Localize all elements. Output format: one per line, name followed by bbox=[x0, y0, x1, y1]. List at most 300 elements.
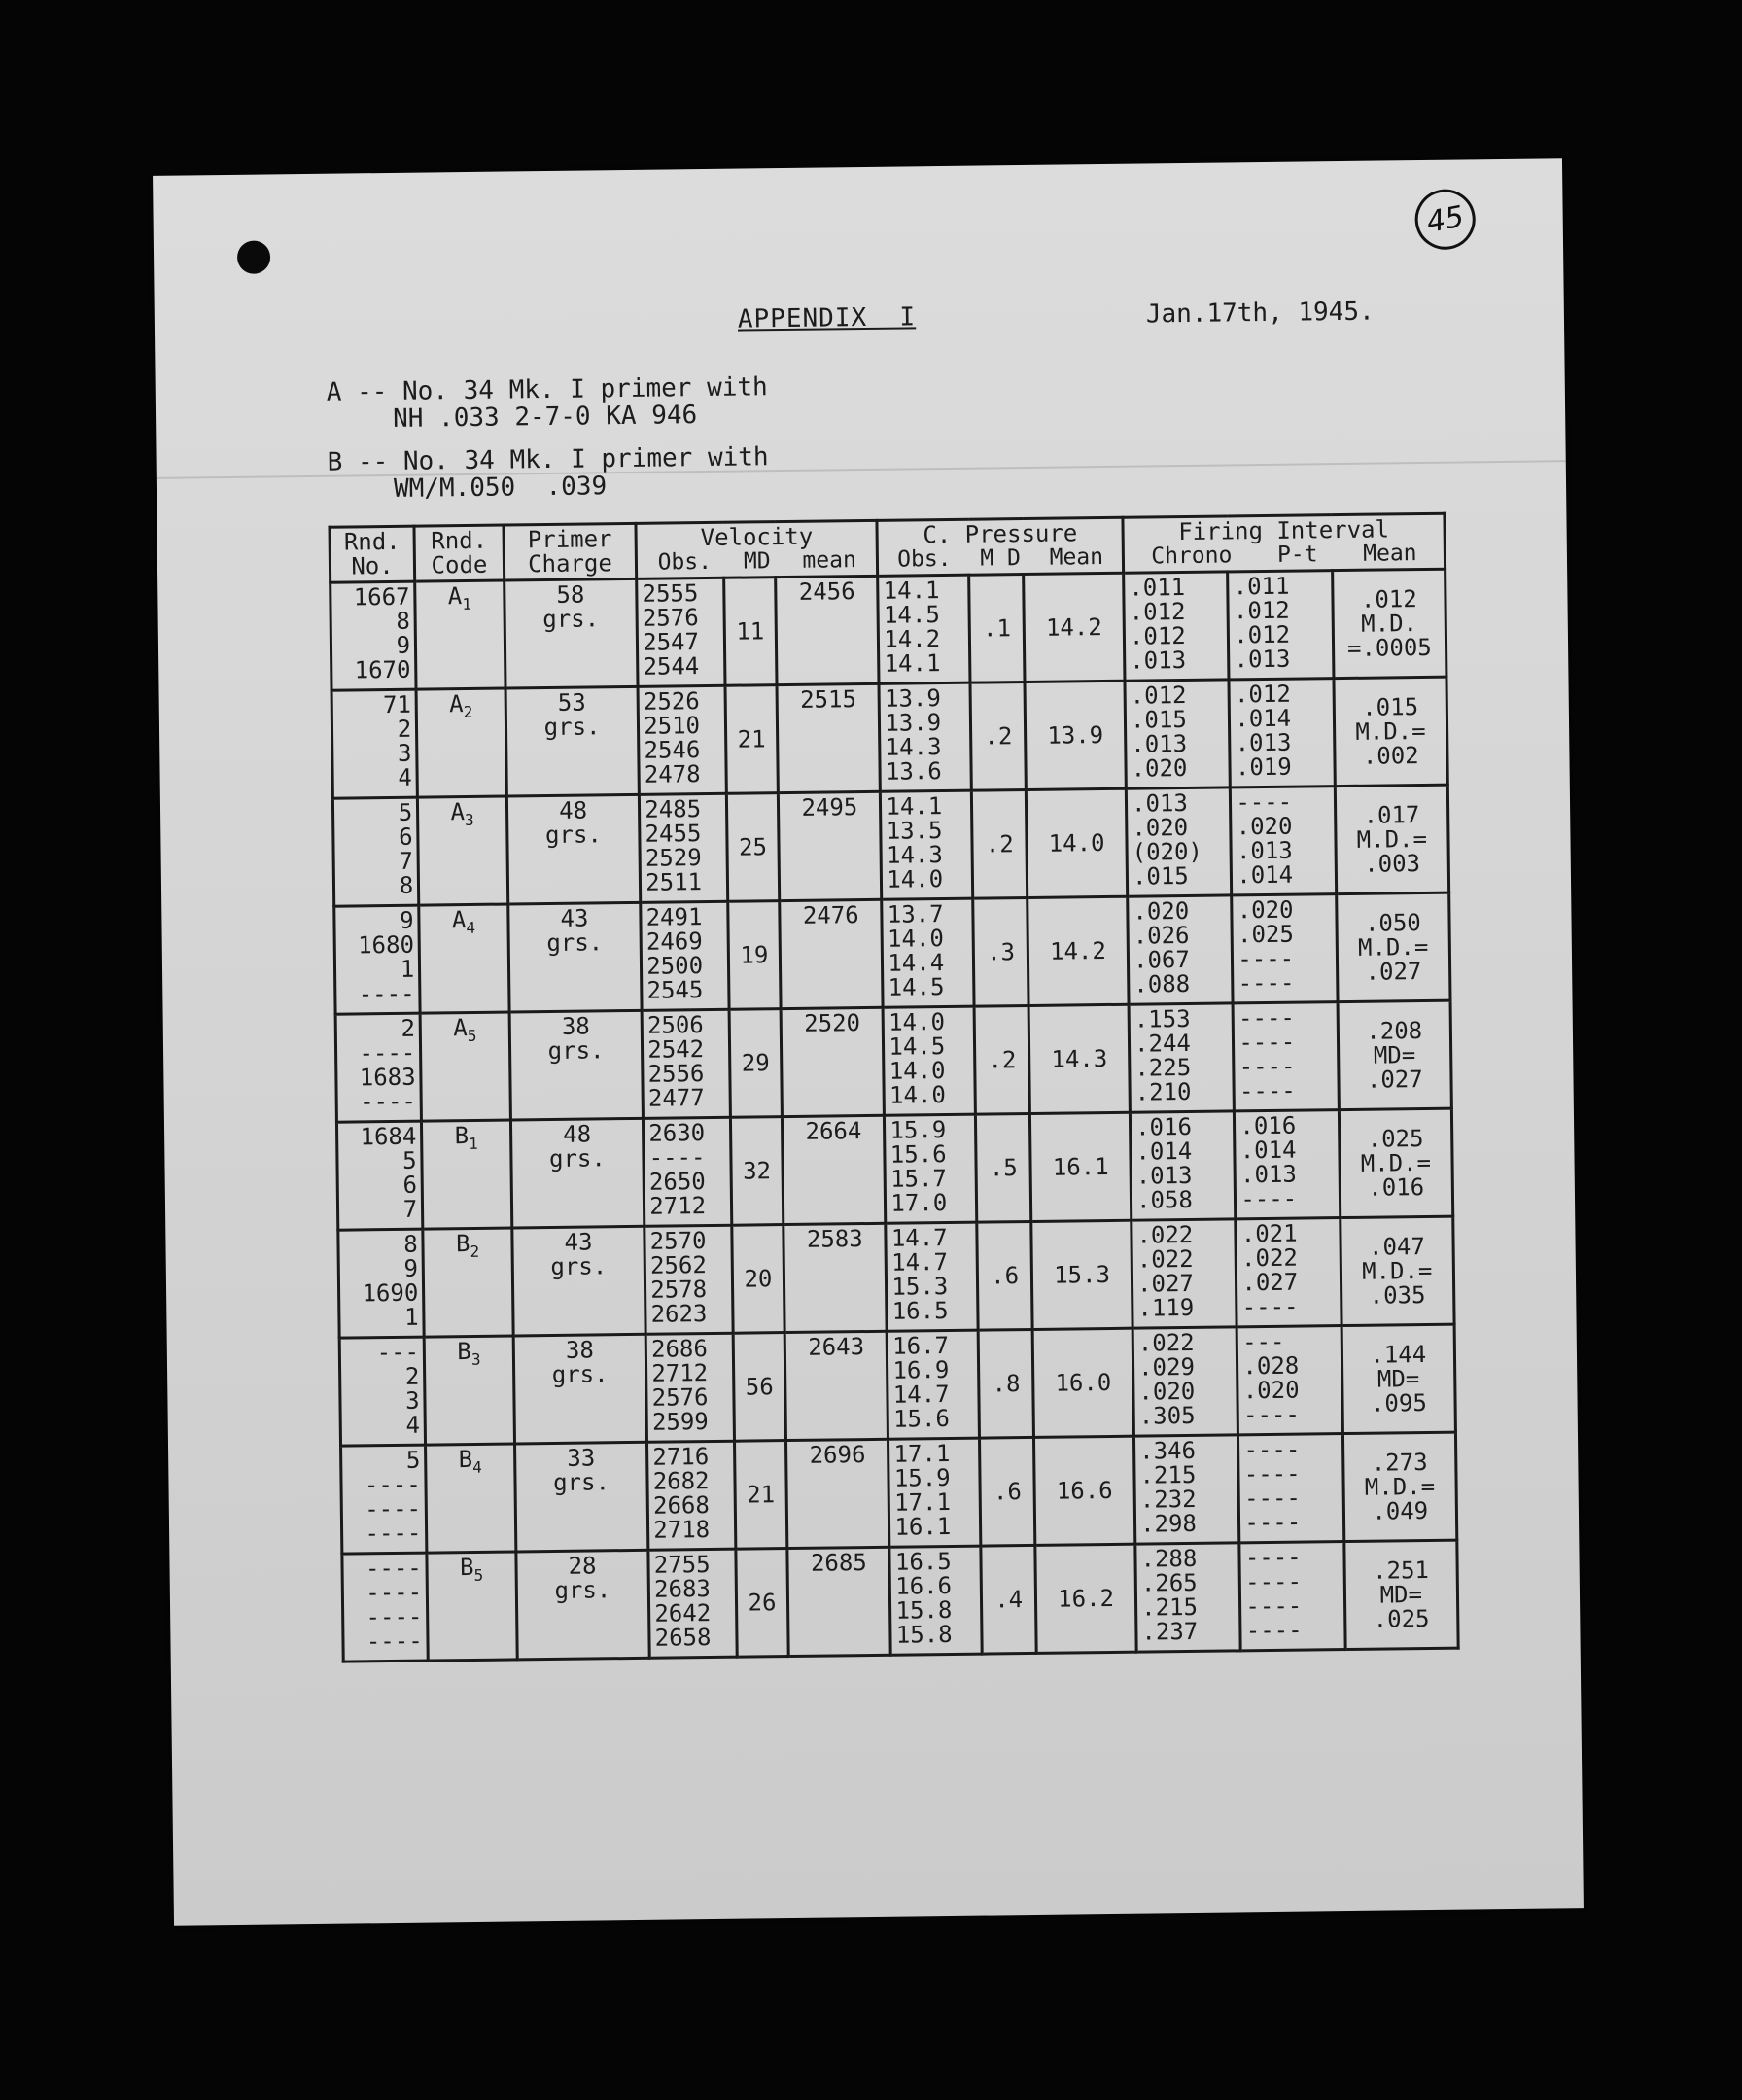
firing-mean: .144 bbox=[1370, 1340, 1427, 1369]
primer-charge-cell bbox=[513, 1334, 647, 1444]
pressure-mean-cell: 14.2 bbox=[1028, 896, 1129, 1005]
primer-charge-cell bbox=[505, 686, 640, 796]
rnd-no-cell bbox=[331, 581, 417, 690]
firing-mean-cell bbox=[1341, 1324, 1456, 1433]
header-velocity-obs: Obs. bbox=[657, 548, 713, 576]
pressure-obs-cell-value: 14.0 bbox=[888, 1008, 946, 1036]
document-page bbox=[153, 158, 1584, 1926]
firing-mean-cell bbox=[1334, 677, 1448, 786]
pt-cell-value: .012 bbox=[1234, 680, 1291, 709]
pt-cell-value: ---- bbox=[1238, 1076, 1296, 1105]
pressure-obs-cell-value: 14.4 bbox=[888, 949, 945, 977]
chrono-cell-value: .346 bbox=[1139, 1436, 1197, 1465]
pressure-obs-cell bbox=[879, 682, 971, 791]
table-row bbox=[341, 1432, 1457, 1554]
pt-cell-value: .025 bbox=[1237, 920, 1294, 949]
pressure-md-cell: .3 bbox=[973, 897, 1028, 1006]
pt-cell-value: .014 bbox=[1237, 860, 1294, 890]
rnd-no-cell-value: 9 bbox=[396, 631, 411, 659]
header-pressure-md: M D bbox=[980, 545, 1022, 572]
rnd-no-cell bbox=[334, 905, 421, 1014]
pressure-obs-cell-value: 15.3 bbox=[891, 1273, 949, 1301]
velocity-obs-cell-value: 2546 bbox=[644, 736, 701, 764]
pt-cell-value: ---- bbox=[1245, 1616, 1303, 1645]
rnd-code-sub: 2 bbox=[463, 702, 473, 721]
chrono-cell bbox=[1132, 1327, 1238, 1436]
primer-charge-cell bbox=[516, 1550, 650, 1660]
charge-unit: grs. bbox=[548, 1144, 607, 1173]
rnd-no-cell-value: 3 bbox=[405, 1386, 420, 1415]
rnd-code-sub: 3 bbox=[470, 1349, 481, 1369]
rnd-code: A bbox=[449, 690, 464, 718]
rnd-code-cell bbox=[427, 1552, 517, 1661]
table-row bbox=[331, 569, 1446, 690]
pressure-obs-cell-value: 15.8 bbox=[895, 1595, 953, 1625]
rnd-no-cell-value: ---- bbox=[366, 1627, 423, 1656]
firing-mean: .017 bbox=[1363, 800, 1420, 829]
velocity-obs-cell-value: 2716 bbox=[652, 1443, 710, 1471]
pt-cell-value: ---- bbox=[1237, 1003, 1296, 1032]
charge-amount: 38 bbox=[561, 1012, 590, 1040]
charge-unit: grs. bbox=[554, 1576, 611, 1604]
pressure-obs-cell bbox=[889, 1546, 982, 1655]
pt-cell-value: ---- bbox=[1243, 1484, 1302, 1513]
pressure-obs-cell bbox=[882, 898, 974, 1007]
velocity-mean-cell: 2495 bbox=[779, 791, 882, 900]
velocity-obs-cell-value: 2491 bbox=[645, 903, 703, 931]
firing-mean-cell bbox=[1342, 1432, 1457, 1541]
firing-mean-cell bbox=[1332, 569, 1446, 678]
legend-a-line1: A -- No. 34 Mk. I primer with bbox=[326, 372, 768, 407]
firing-mean-cell bbox=[1338, 1000, 1452, 1109]
pressure-obs-cell-value: 14.7 bbox=[890, 1224, 948, 1252]
chrono-cell-value: .027 bbox=[1136, 1269, 1195, 1298]
firing-md-label: MD= bbox=[1373, 1040, 1416, 1069]
velocity-obs-cell bbox=[648, 1549, 737, 1658]
header-firing-pt: P-t bbox=[1276, 542, 1318, 568]
charge-amount: 28 bbox=[568, 1552, 597, 1580]
rnd-code-cell bbox=[418, 796, 508, 905]
pressure-obs-cell-value: 15.6 bbox=[889, 1140, 947, 1169]
velocity-obs-cell bbox=[645, 1225, 733, 1334]
chrono-cell-value: .058 bbox=[1135, 1185, 1194, 1214]
pt-cell-value: .022 bbox=[1240, 1243, 1299, 1273]
chrono-cell-value: .016 bbox=[1134, 1112, 1193, 1141]
pt-cell-value: ---- bbox=[1241, 1292, 1299, 1321]
pressure-obs-cell-value: 16.5 bbox=[891, 1297, 949, 1325]
rnd-no-cell-value: ---- bbox=[365, 1519, 422, 1548]
rnd-no-cell bbox=[339, 1337, 426, 1446]
firing-md-label: MD= bbox=[1379, 1580, 1423, 1609]
pt-cell bbox=[1233, 1002, 1339, 1111]
velocity-obs-cell-value: 2658 bbox=[654, 1624, 712, 1652]
velocity-md-cell: 21 bbox=[734, 1441, 787, 1550]
rnd-code-cell bbox=[423, 1228, 513, 1337]
rnd-no-cell-value: 9 bbox=[399, 906, 414, 934]
velocity-md-cell: 20 bbox=[731, 1225, 784, 1334]
charge-amount: 38 bbox=[565, 1336, 595, 1364]
rnd-code: A bbox=[447, 582, 463, 611]
chrono-cell-value: .265 bbox=[1140, 1568, 1198, 1597]
rnd-no-cell-value: 7 bbox=[399, 847, 414, 875]
velocity-md-cell: 29 bbox=[729, 1009, 783, 1118]
velocity-obs-cell-value: 2576 bbox=[651, 1383, 709, 1412]
pressure-obs-cell-value: 13.9 bbox=[885, 709, 942, 737]
pt-cell-value: .014 bbox=[1235, 704, 1292, 733]
pressure-obs-cell-value: 17.1 bbox=[893, 1488, 952, 1517]
firing-md-value: .016 bbox=[1368, 1172, 1425, 1202]
pt-cell-value: ---- bbox=[1242, 1400, 1301, 1429]
header-pressure-label: C. Pressure bbox=[923, 519, 1078, 549]
pt-cell-value: .012 bbox=[1233, 596, 1290, 625]
pressure-obs-cell-value: 13.6 bbox=[885, 757, 942, 786]
pressure-obs-cell-value: 16.5 bbox=[894, 1547, 952, 1576]
chrono-cell-value: .288 bbox=[1140, 1544, 1198, 1573]
chrono-cell-value: .012 bbox=[1129, 621, 1186, 650]
chrono-cell-value: .215 bbox=[1139, 1460, 1197, 1489]
pressure-mean-cell: 16.2 bbox=[1035, 1544, 1136, 1653]
velocity-md-cell: 21 bbox=[725, 685, 779, 794]
pressure-obs-cell-value: 14.3 bbox=[885, 733, 942, 761]
velocity-obs-cell-value: 2650 bbox=[648, 1168, 706, 1196]
chrono-cell-value: .088 bbox=[1133, 969, 1191, 998]
rnd-no-cell bbox=[338, 1229, 425, 1338]
firing-md-value: .025 bbox=[1373, 1604, 1430, 1633]
firing-mean: .025 bbox=[1367, 1124, 1424, 1153]
chrono-cell bbox=[1135, 1543, 1241, 1652]
pressure-obs-cell-value: 16.6 bbox=[895, 1571, 953, 1600]
velocity-md-cell: 19 bbox=[727, 901, 781, 1010]
rnd-no-cell-value: 8 bbox=[399, 871, 414, 899]
charge-unit: grs. bbox=[547, 1036, 605, 1066]
pt-cell-value: .020 bbox=[1237, 895, 1294, 925]
pressure-md-cell: .2 bbox=[972, 789, 1028, 898]
velocity-obs-cell bbox=[640, 793, 728, 902]
pt-cell-value: .014 bbox=[1239, 1136, 1297, 1165]
rnd-no-cell-value: --- bbox=[376, 1338, 420, 1367]
velocity-mean-cell: 2643 bbox=[784, 1331, 888, 1440]
chrono-cell-value: .013 bbox=[1130, 646, 1187, 675]
chrono-cell-value: .022 bbox=[1136, 1220, 1194, 1249]
pressure-md-cell: .8 bbox=[978, 1329, 1033, 1438]
charge-unit: grs. bbox=[544, 821, 602, 850]
charge-amount: 43 bbox=[564, 1228, 593, 1256]
velocity-mean-cell: 2583 bbox=[784, 1223, 887, 1332]
rnd-no-cell-value: 9 bbox=[403, 1254, 419, 1282]
chrono-cell-value: .215 bbox=[1140, 1592, 1199, 1622]
rnd-no-cell-value: ---- bbox=[366, 1578, 423, 1607]
pressure-obs-cell-value: 13.9 bbox=[884, 684, 942, 713]
velocity-obs-cell-value: 2547 bbox=[643, 628, 700, 656]
pressure-obs-cell-value: 15.6 bbox=[892, 1405, 951, 1433]
table-row bbox=[338, 1216, 1454, 1338]
firing-mean-cell bbox=[1335, 785, 1449, 893]
firing-md-value: .003 bbox=[1364, 849, 1421, 878]
firing-md-value: .035 bbox=[1369, 1280, 1426, 1310]
rnd-no-cell bbox=[331, 689, 418, 798]
pressure-mean-cell: 14.2 bbox=[1024, 573, 1125, 682]
header-velocity-label: Velocity bbox=[700, 522, 814, 552]
charge-amount: 48 bbox=[558, 796, 588, 824]
velocity-md-cell: 32 bbox=[730, 1117, 784, 1226]
legend-a-line2: NH .033 2-7-0 KA 946 bbox=[392, 401, 698, 434]
pressure-obs-cell-value: 14.3 bbox=[886, 841, 943, 869]
rnd-code-sub: 3 bbox=[464, 810, 474, 829]
pt-cell-value: .013 bbox=[1236, 836, 1293, 865]
pressure-obs-cell-value: 14.5 bbox=[888, 973, 945, 1001]
rnd-no-cell-value: 2 bbox=[401, 1014, 416, 1042]
table-row bbox=[339, 1324, 1455, 1446]
pt-cell-value: ---- bbox=[1237, 968, 1295, 998]
primer-charge-cell bbox=[505, 578, 639, 688]
chrono-cell bbox=[1132, 1219, 1237, 1328]
rnd-code-sub: 5 bbox=[467, 1026, 477, 1045]
rnd-code: B bbox=[455, 1230, 470, 1258]
pt-cell-value: ---- bbox=[1237, 944, 1295, 973]
pressure-obs-cell-value: 15.7 bbox=[889, 1165, 948, 1193]
rnd-code: B bbox=[458, 1446, 473, 1474]
pressure-mean-cell: 16.1 bbox=[1030, 1112, 1132, 1221]
header-firing-interval bbox=[1123, 513, 1446, 573]
pressure-obs-cell-value: 14.7 bbox=[890, 1248, 949, 1277]
pressure-obs-cell bbox=[883, 1006, 975, 1115]
pt-cell-value: .013 bbox=[1234, 645, 1291, 674]
charge-unit: grs. bbox=[552, 1468, 610, 1496]
rnd-no-cell-value: 2 bbox=[404, 1362, 420, 1390]
chrono-cell-value: (020) bbox=[1132, 837, 1203, 866]
velocity-obs-cell-value: 2755 bbox=[653, 1551, 711, 1579]
chrono-cell bbox=[1130, 1111, 1236, 1220]
header-velocity-mean: mean bbox=[802, 547, 857, 574]
charge-amount: 33 bbox=[567, 1444, 596, 1472]
pressure-md-cell: .5 bbox=[976, 1113, 1031, 1222]
firing-mean: .012 bbox=[1360, 584, 1417, 613]
pressure-obs-cell bbox=[888, 1330, 980, 1439]
velocity-obs-cell-value: 2623 bbox=[650, 1300, 708, 1328]
velocity-obs-cell bbox=[641, 901, 729, 1010]
velocity-mean-cell: 2696 bbox=[786, 1439, 889, 1548]
rnd-no-cell-value: ---- bbox=[366, 1602, 423, 1631]
header-pressure-mean: Mean bbox=[1049, 544, 1104, 571]
chrono-cell-value: .020 bbox=[1132, 813, 1189, 842]
pressure-obs-cell-value: 16.1 bbox=[894, 1512, 952, 1541]
velocity-obs-cell-value: 2478 bbox=[644, 760, 701, 788]
pt-cell-value: ---- bbox=[1245, 1592, 1303, 1621]
pt-cell-value: .020 bbox=[1242, 1376, 1300, 1405]
header-pressure-obs: Obs. bbox=[897, 545, 952, 573]
header-primer-line2: Charge bbox=[527, 549, 613, 578]
pt-cell-value: ---- bbox=[1236, 788, 1293, 817]
rnd-no-cell bbox=[342, 1553, 429, 1662]
chrono-cell bbox=[1134, 1435, 1240, 1544]
table-row bbox=[332, 785, 1448, 906]
header-rnd-no-line1: Rnd. bbox=[343, 527, 401, 556]
pt-cell-value: .011 bbox=[1233, 572, 1290, 601]
table-row bbox=[331, 677, 1447, 798]
pt-cell-value: .016 bbox=[1239, 1111, 1297, 1140]
velocity-md-cell: 11 bbox=[723, 578, 777, 686]
rnd-no-cell-value: 1690 bbox=[362, 1278, 419, 1308]
velocity-obs-cell-value: 2686 bbox=[650, 1335, 709, 1363]
chrono-cell-value: .210 bbox=[1134, 1077, 1192, 1106]
pt-cell-value: .019 bbox=[1235, 752, 1292, 782]
chrono-cell bbox=[1124, 572, 1230, 681]
rnd-no-cell-value: ---- bbox=[359, 1087, 417, 1116]
velocity-obs-cell-value: 2562 bbox=[649, 1251, 707, 1279]
rnd-code-sub: 2 bbox=[470, 1242, 480, 1261]
velocity-obs-cell-value: 2500 bbox=[646, 952, 704, 980]
rnd-no-cell-value: 1 bbox=[403, 1303, 419, 1331]
chrono-cell bbox=[1125, 680, 1231, 788]
chrono-cell-value: .014 bbox=[1135, 1137, 1193, 1166]
firing-md-label: M.D.= bbox=[1356, 824, 1428, 854]
velocity-obs-cell bbox=[647, 1441, 736, 1550]
velocity-obs-cell-value: 2642 bbox=[654, 1599, 712, 1628]
chrono-cell-value: .011 bbox=[1129, 573, 1186, 602]
rnd-code: A bbox=[450, 798, 466, 826]
rnd-no-cell-value: ---- bbox=[364, 1470, 421, 1499]
pressure-mean-cell: 13.9 bbox=[1025, 681, 1126, 789]
firing-mean: .251 bbox=[1372, 1556, 1430, 1585]
rnd-code-cell bbox=[420, 1012, 510, 1121]
firing-mean-cell bbox=[1336, 892, 1450, 1001]
pt-cell bbox=[1236, 1218, 1341, 1327]
pressure-obs-cell-value: 14.0 bbox=[887, 925, 945, 953]
header-pressure bbox=[877, 517, 1123, 576]
rnd-code-cell bbox=[424, 1336, 514, 1445]
pt-cell-value: ---- bbox=[1240, 1184, 1298, 1213]
chrono-cell-value: .305 bbox=[1138, 1401, 1196, 1430]
velocity-obs-cell-value: 2544 bbox=[643, 652, 700, 681]
pressure-obs-cell-value: 14.1 bbox=[886, 792, 943, 821]
rnd-no-cell-value: 5 bbox=[405, 1446, 421, 1474]
primer-charge-cell bbox=[509, 1010, 644, 1120]
velocity-mean-cell: 2456 bbox=[776, 576, 879, 684]
pressure-obs-cell bbox=[885, 1114, 977, 1223]
header-primer-charge bbox=[504, 523, 637, 580]
velocity-obs-cell-value: 2542 bbox=[647, 1035, 705, 1064]
pressure-mean-cell: 14.0 bbox=[1026, 788, 1127, 897]
velocity-mean-cell: 2685 bbox=[787, 1547, 890, 1656]
legend-b-line1: B -- No. 34 Mk. I primer with bbox=[327, 442, 769, 477]
pressure-obs-cell-value: 13.5 bbox=[886, 817, 943, 845]
velocity-obs-cell-value: 2683 bbox=[653, 1575, 712, 1603]
velocity-obs-cell-value: 2510 bbox=[644, 712, 701, 740]
chrono-cell-value: .026 bbox=[1132, 921, 1190, 950]
firing-md-label: M.D.= bbox=[1357, 932, 1429, 962]
rnd-no-cell-value: 1684 bbox=[360, 1122, 417, 1151]
pressure-mean-cell: 14.3 bbox=[1028, 1004, 1130, 1113]
pressure-mean-cell: 16.0 bbox=[1032, 1328, 1133, 1437]
pressure-obs-cell-value: 14.5 bbox=[883, 601, 940, 629]
rnd-no-cell-value: 8 bbox=[396, 607, 411, 635]
chrono-cell-value: .015 bbox=[1130, 705, 1187, 734]
rnd-no-cell-value: 1 bbox=[400, 955, 415, 983]
firing-md-label: M.D.= bbox=[1360, 1148, 1432, 1177]
rnd-code-sub: 5 bbox=[473, 1565, 484, 1585]
chrono-cell-value: .013 bbox=[1131, 729, 1188, 758]
velocity-obs-cell-value: ---- bbox=[648, 1143, 706, 1172]
chrono-cell-value: .013 bbox=[1131, 788, 1189, 818]
firing-mean-cell bbox=[1340, 1216, 1454, 1325]
pt-cell-value: .028 bbox=[1242, 1351, 1300, 1381]
table-row bbox=[336, 1108, 1452, 1230]
rnd-no-cell bbox=[341, 1445, 428, 1554]
velocity-obs-cell-value: 2668 bbox=[652, 1491, 710, 1520]
chrono-cell-value: .015 bbox=[1132, 861, 1189, 891]
rnd-no-cell-value: 6 bbox=[398, 822, 413, 851]
pressure-md-cell: .6 bbox=[977, 1221, 1032, 1330]
rnd-code-cell bbox=[426, 1444, 516, 1553]
velocity-obs-cell-value: 2555 bbox=[642, 579, 699, 608]
pressure-obs-cell-value: 15.9 bbox=[889, 1116, 947, 1144]
rnd-no-cell-value: ---- bbox=[358, 979, 415, 1008]
pressure-obs-cell-value: 14.0 bbox=[887, 865, 944, 893]
pressure-obs-cell-value: 15.8 bbox=[895, 1620, 953, 1649]
header-velocity-md: MD bbox=[743, 548, 771, 575]
pressure-obs-cell-value: 14.0 bbox=[888, 1081, 947, 1109]
pt-cell-value: ---- bbox=[1244, 1567, 1303, 1596]
velocity-obs-cell-value: 2455 bbox=[645, 820, 702, 848]
header-velocity bbox=[636, 520, 878, 578]
rnd-code: A bbox=[453, 1014, 468, 1042]
chrono-cell bbox=[1129, 1003, 1235, 1112]
rnd-no-cell-value: ---- bbox=[365, 1494, 422, 1523]
pt-cell-value: ---- bbox=[1243, 1459, 1301, 1488]
rnd-no-cell-value: 3 bbox=[397, 739, 412, 767]
pt-cell-value: .012 bbox=[1234, 620, 1291, 649]
velocity-mean-cell: 2515 bbox=[777, 683, 880, 792]
firing-md-label: MD= bbox=[1376, 1364, 1420, 1393]
charge-unit: grs. bbox=[550, 1252, 608, 1281]
chrono-cell-value: .012 bbox=[1130, 681, 1187, 710]
charge-unit: grs. bbox=[546, 928, 604, 958]
firing-mean: .047 bbox=[1368, 1232, 1425, 1261]
rnd-no-cell-value: 6 bbox=[402, 1171, 418, 1199]
chrono-cell bbox=[1126, 788, 1232, 896]
rnd-no-cell-value: 1683 bbox=[359, 1063, 416, 1092]
page-number: 45 bbox=[1410, 184, 1480, 254]
pressure-obs-cell-value: 13.7 bbox=[887, 900, 944, 928]
velocity-obs-cell-value: 2712 bbox=[649, 1192, 707, 1220]
rnd-no-cell-value: 5 bbox=[402, 1146, 417, 1174]
table-row bbox=[334, 892, 1450, 1014]
velocity-obs-cell-value: 2599 bbox=[651, 1408, 709, 1436]
velocity-obs-cell-value: 2718 bbox=[653, 1516, 711, 1544]
velocity-mean-cell: 2520 bbox=[781, 1007, 884, 1116]
pressure-obs-cell-value: 14.7 bbox=[892, 1381, 950, 1409]
velocity-obs-cell-value: 2526 bbox=[643, 687, 700, 716]
rnd-no-cell-value: 8 bbox=[403, 1230, 418, 1258]
velocity-md-cell: 56 bbox=[733, 1333, 786, 1442]
rnd-code-sub: 1 bbox=[469, 1134, 478, 1153]
pt-cell bbox=[1235, 1110, 1341, 1219]
rnd-code: A bbox=[451, 906, 467, 934]
pressure-obs-cell-value: 16.9 bbox=[892, 1356, 950, 1384]
pressure-md-cell: .2 bbox=[974, 1005, 1029, 1114]
velocity-md-cell: 25 bbox=[726, 793, 780, 902]
chrono-cell-value: .029 bbox=[1137, 1352, 1196, 1382]
rnd-code-cell bbox=[416, 688, 506, 797]
charge-amount: 43 bbox=[560, 904, 589, 932]
velocity-obs-cell-value: 2556 bbox=[647, 1060, 705, 1088]
pressure-obs-cell bbox=[878, 575, 970, 683]
pt-cell-value: ---- bbox=[1238, 1028, 1296, 1057]
pt-cell-value: ---- bbox=[1244, 1508, 1302, 1537]
charge-amount: 58 bbox=[556, 580, 585, 609]
velocity-obs-cell-value: 2511 bbox=[645, 868, 703, 896]
pressure-obs-cell bbox=[886, 1222, 978, 1331]
